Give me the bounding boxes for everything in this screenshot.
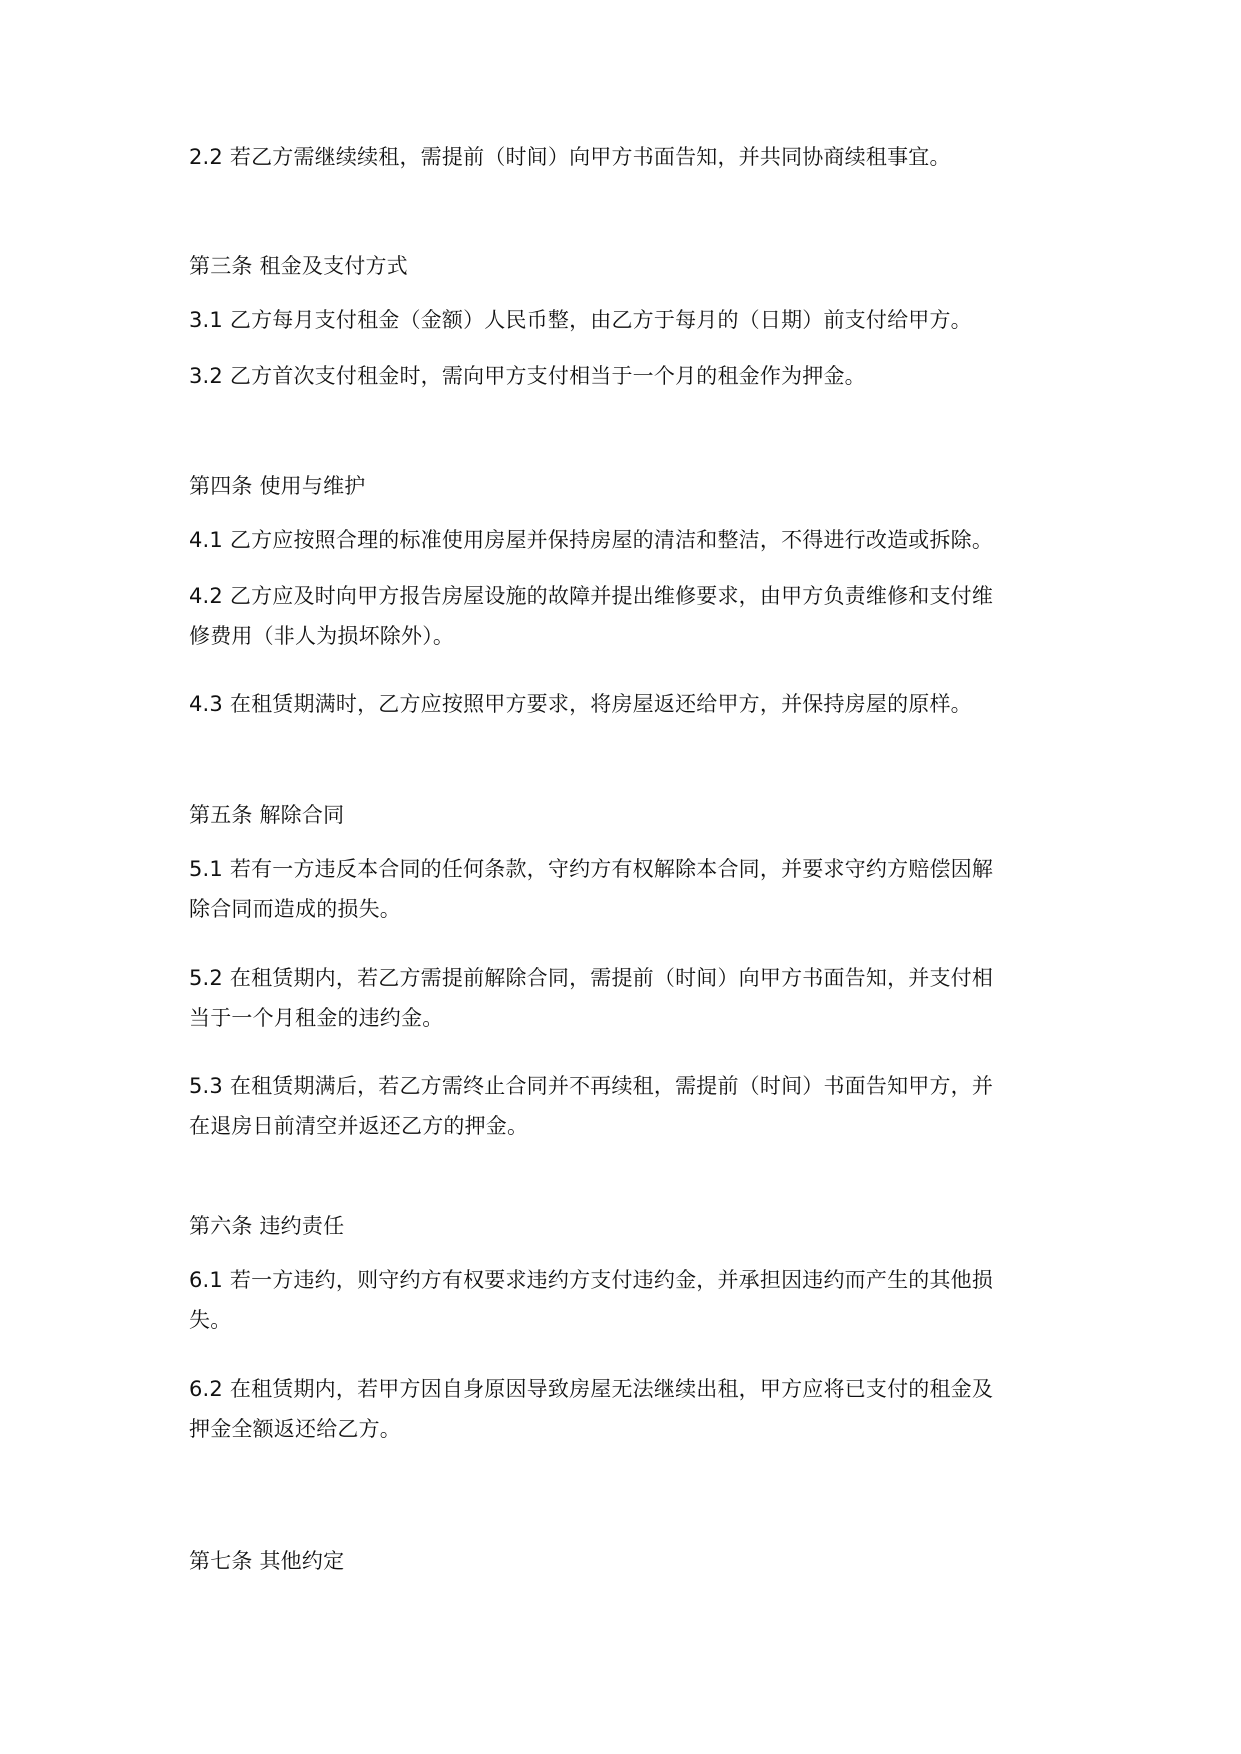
clause-2-2-line-1: 2.2 若乙方需继续续租，需提前（时间）向甲方书面告知，并共同协商续租事宜。 (189, 145, 951, 169)
clause-5-2 (189, 958, 1069, 1038)
section-5-heading (189, 795, 1069, 835)
clause-5-3 (189, 1066, 1069, 1146)
section-3-heading-text: 第三条 租金及支付方式 (189, 254, 408, 278)
clause-6-2-line-1: 6.2 在租赁期内，若甲方因自身原因导致房屋无法继续出租，甲方应将已支付的租金及 (189, 1377, 994, 1401)
clause-6-1-line-1: 6.1 若一方违约，则守约方有权要求违约方支付违约金，并承担因违约而产生的其他损 (189, 1268, 994, 1292)
clause-4-1-line-1: 4.1 乙方应按照合理的标准使用房屋并保持房屋的清洁和整洁，不得进行改造或拆除。 (189, 528, 994, 552)
clause-5-2-line-2: 当于一个月租金的违约金。 (189, 1006, 444, 1030)
section-4-heading (189, 466, 1069, 506)
clause-6-2 (189, 1369, 1069, 1449)
clause-3-1-line-1: 3.1 乙方每月支付租金（金额）人民币整，由乙方于每月的（日期）前支付给甲方。 (189, 308, 972, 332)
clause-2-2 (189, 137, 1069, 177)
section-5-heading-text: 第五条 解除合同 (189, 803, 345, 827)
section-3-heading (189, 246, 1069, 286)
clause-5-2-line-1: 5.2 在租赁期内，若乙方需提前解除合同，需提前（时间）向甲方书面告知，并支付相 (189, 966, 994, 990)
clause-5-1-line-2: 除合同而造成的损失。 (189, 897, 401, 921)
clause-4-3-line-1: 4.3 在租赁期满时，乙方应按照甲方要求，将房屋返还给甲方，并保持房屋的原样。 (189, 692, 972, 716)
clause-4-3 (189, 684, 1069, 724)
clause-6-2-line-2: 押金全额返还给乙方。 (189, 1417, 401, 1441)
clause-6-1-line-2: 失。 (189, 1308, 232, 1332)
section-6-heading-text: 第六条 违约责任 (189, 1214, 345, 1238)
clause-5-3-line-1: 5.3 在租赁期满后，若乙方需终止合同并不再续租，需提前（时间）书面告知甲方，并 (189, 1074, 994, 1098)
clause-3-2 (189, 356, 1069, 396)
section-6-heading (189, 1206, 1069, 1246)
clause-4-1 (189, 520, 1069, 560)
clause-4-2 (189, 576, 1069, 656)
section-7-heading (189, 1541, 1069, 1581)
clause-3-2-line-1: 3.2 乙方首次支付租金时，需向甲方支付相当于一个月的租金作为押金。 (189, 364, 866, 388)
clause-5-3-line-2: 在退房日前清空并返还乙方的押金。 (189, 1114, 529, 1138)
clause-5-1-line-1: 5.1 若有一方违反本合同的任何条款，守约方有权解除本合同，并要求守约方赔偿因解 (189, 857, 994, 881)
section-7-heading-text: 第七条 其他约定 (189, 1549, 345, 1573)
clause-6-1 (189, 1260, 1069, 1340)
clause-5-1 (189, 849, 1069, 929)
clause-3-1 (189, 300, 1069, 340)
section-4-heading-text: 第四条 使用与维护 (189, 474, 366, 498)
clause-4-2-line-1: 4.2 乙方应及时向甲方报告房屋设施的故障并提出维修要求，由甲方负责维修和支付维 (189, 584, 994, 608)
clause-4-2-line-2: 修费用（非人为损坏除外）。 (189, 624, 455, 648)
